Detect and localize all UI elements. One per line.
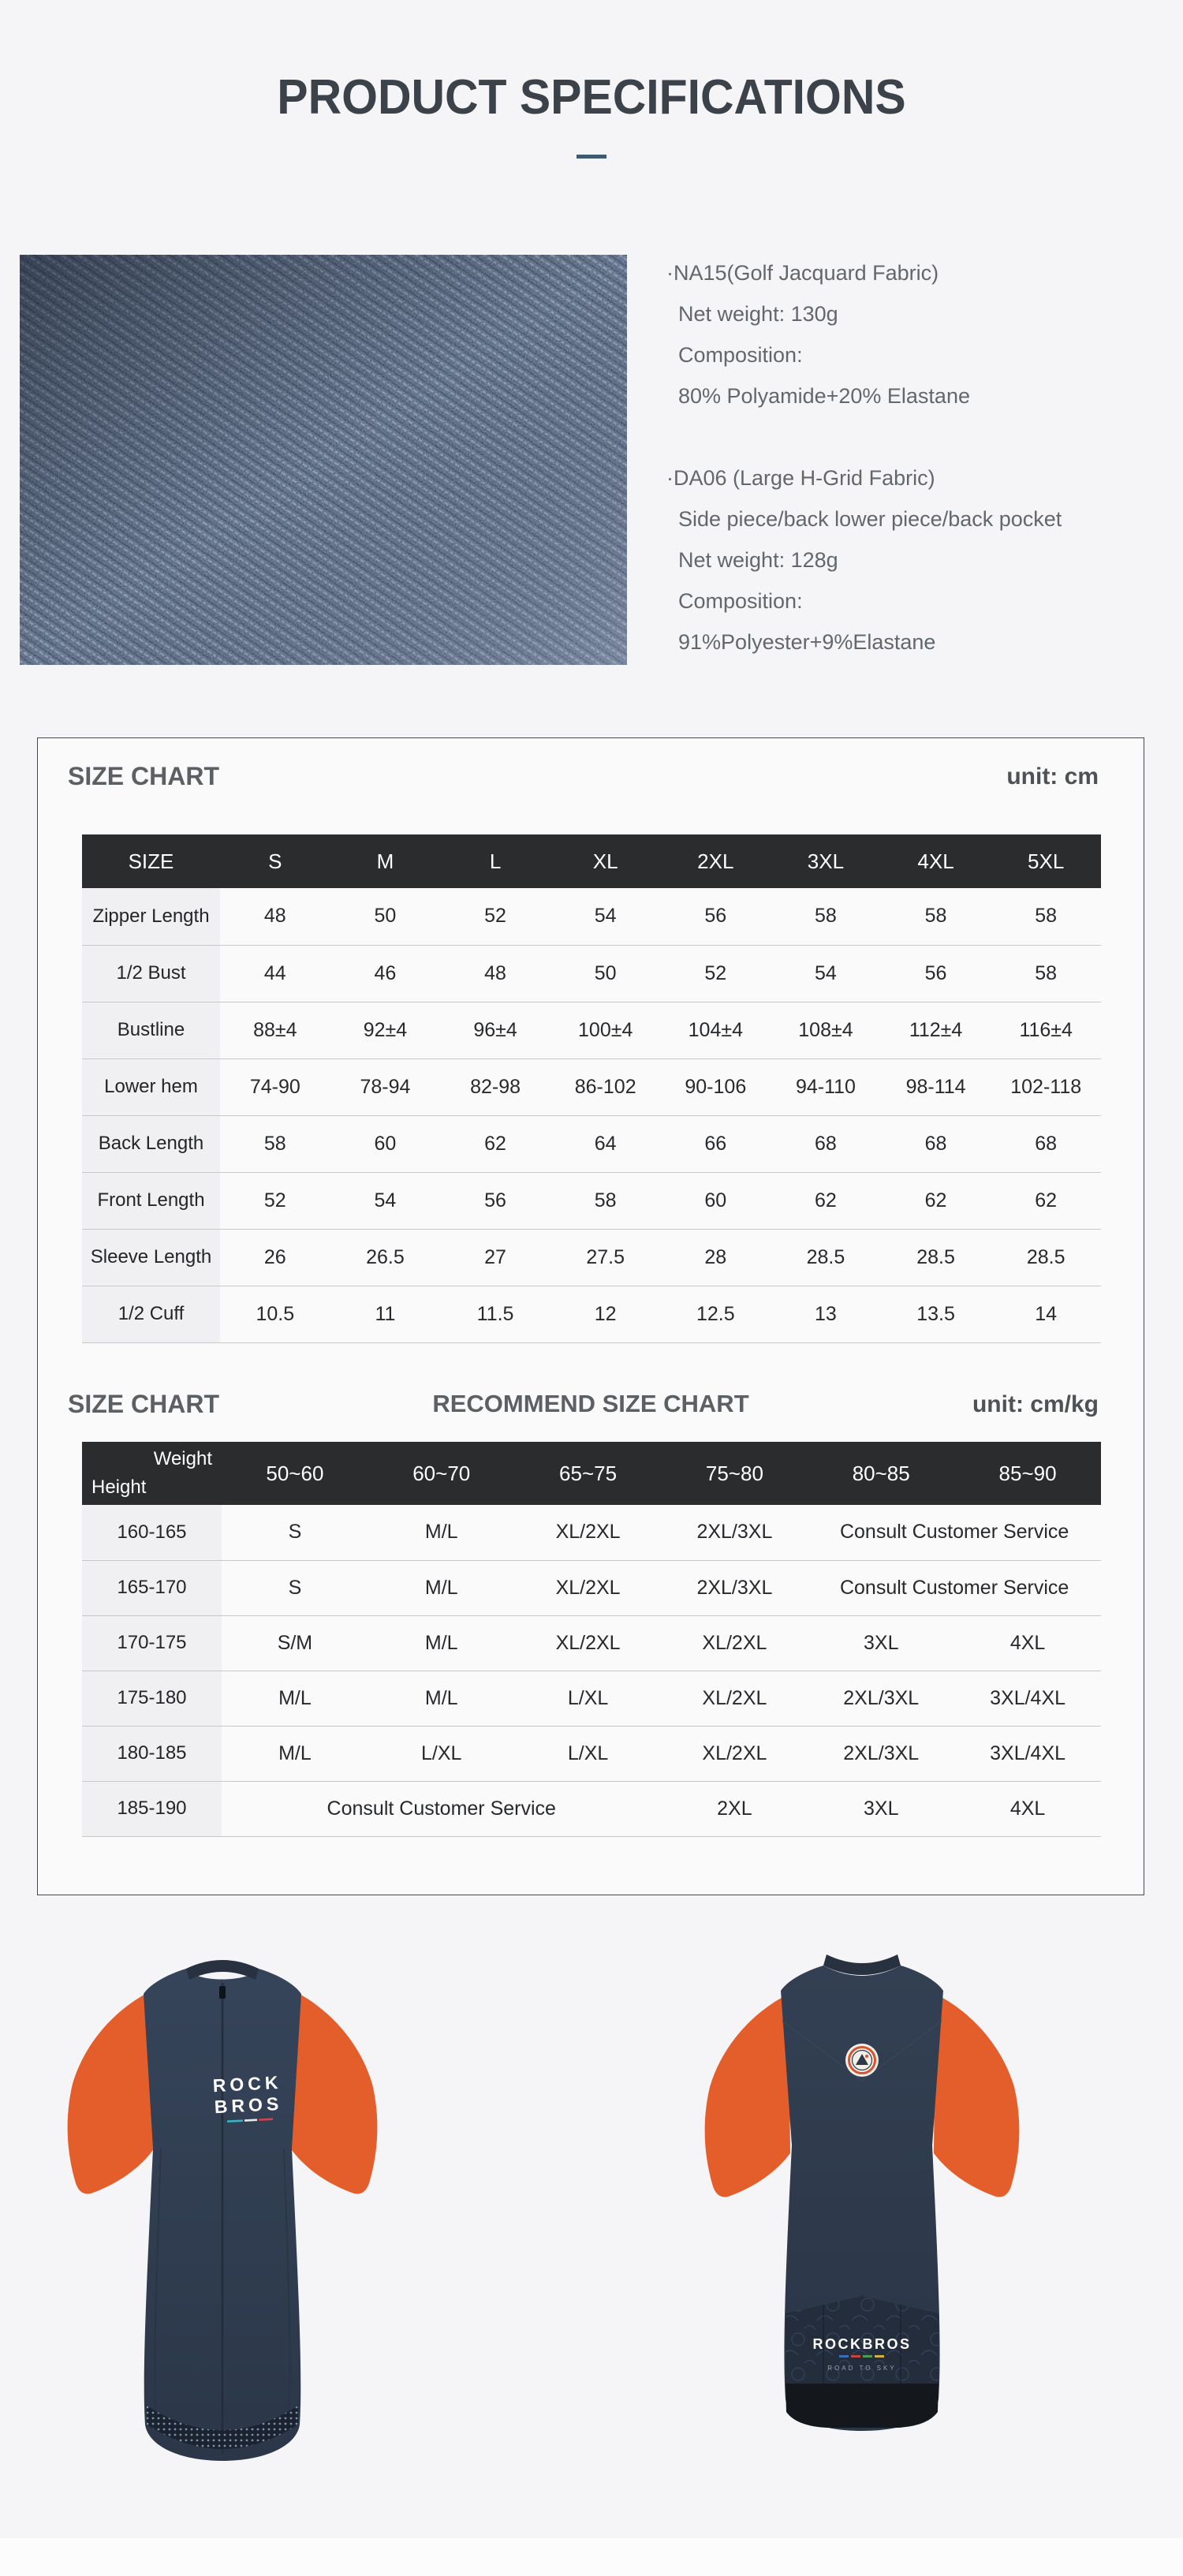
size-value-cell: 60 — [330, 1115, 441, 1172]
size-value-cell: 52 — [661, 945, 771, 1002]
size-value-cell: 62 — [991, 1172, 1101, 1229]
size-chart-header — [38, 762, 1144, 795]
recommend-header-row — [82, 1442, 1101, 1505]
size-value-cell: 48 — [440, 945, 550, 1002]
fabric-name: ·DA06 (Large H-Grid Fabric) — [666, 466, 935, 490]
size-value-cell: 116±4 — [991, 1002, 1101, 1058]
bottom-strip — [0, 2538, 1183, 2576]
fabric-closeup-image — [20, 255, 627, 665]
size-value-cell: 58 — [991, 888, 1101, 945]
front-logo-text-bros: BROS — [214, 2093, 283, 2118]
size-value-cell: 10.5 — [220, 1286, 330, 1342]
row-label: Back Length — [82, 1115, 220, 1172]
recommend-size-cell: S — [222, 1505, 368, 1560]
fabric-line: Composition: — [678, 589, 803, 613]
fabric-line: 80% Polyamide+20% Elastane — [678, 384, 970, 408]
recommend-size-cell: Consult Customer Service — [808, 1505, 1101, 1560]
recommend-size-cell: 4XL — [954, 1781, 1101, 1836]
size-value-cell: 108±4 — [771, 1002, 881, 1058]
table-row — [82, 1615, 1101, 1671]
recommend-size-cell: L/XL — [515, 1726, 662, 1781]
recommend-size-cell: S/M — [222, 1615, 368, 1671]
size-col-header: 5XL — [991, 834, 1101, 888]
size-value-cell: 28.5 — [881, 1229, 991, 1286]
weight-range-header: 85~90 — [954, 1442, 1101, 1505]
recommend-size-cell: 3XL — [808, 1615, 954, 1671]
fabric-name: ·NA15(Golf Jacquard Fabric) — [666, 261, 939, 285]
size-value-cell: 102-118 — [991, 1058, 1101, 1115]
table-row — [82, 1172, 1101, 1229]
recommend-size-cell: 3XL — [808, 1781, 954, 1836]
recommend-chart-title: RECOMMEND SIZE CHART — [432, 1390, 749, 1417]
table-row — [82, 1002, 1101, 1058]
recommend-size-cell: 4XL — [954, 1615, 1101, 1671]
recommend-chart-header — [38, 1390, 1144, 1423]
size-value-cell: 13.5 — [881, 1286, 991, 1342]
size-value-cell: 27.5 — [550, 1229, 661, 1286]
size-value-cell: 11.5 — [440, 1286, 550, 1342]
recommend-size-cell: XL/2XL — [515, 1505, 662, 1560]
fabric-group — [666, 457, 1171, 663]
size-value-cell: 26 — [220, 1229, 330, 1286]
fabric-texture-graphic — [20, 255, 627, 665]
size-corner-header: SIZE — [82, 834, 220, 888]
table-row — [82, 1726, 1101, 1781]
row-label: Front Length — [82, 1172, 220, 1229]
fabric-line: 91%Polyester+9%Elastane — [678, 630, 936, 654]
fabric-line: Side piece/back lower piece/back pocket — [678, 507, 1062, 531]
size-value-cell: 68 — [881, 1115, 991, 1172]
row-label: Sleeve Length — [82, 1229, 220, 1286]
height-range-label: 160-165 — [82, 1505, 222, 1560]
recommend-size-cell: XL/2XL — [661, 1615, 808, 1671]
size-col-header: 3XL — [771, 834, 881, 888]
recommend-size-cell: L/XL — [368, 1726, 515, 1781]
recommend-size-cell: M/L — [368, 1560, 515, 1615]
recommend-size-cell: 3XL/4XL — [954, 1726, 1101, 1781]
recommend-size-cell: M/L — [368, 1505, 515, 1560]
size-chart-table — [82, 834, 1101, 1343]
size-value-cell: 90-106 — [661, 1058, 771, 1115]
front-logo-text-rock: ROCK — [212, 2071, 283, 2096]
corner-weight-label: Weight — [153, 1448, 212, 1469]
corner-height-label: Height — [91, 1477, 147, 1498]
recommend-size-cell: XL/2XL — [661, 1671, 808, 1726]
recommend-size-cell: Consult Customer Service — [808, 1560, 1101, 1615]
size-value-cell: 52 — [220, 1172, 330, 1229]
table-row — [82, 1505, 1101, 1560]
row-label: Zipper Length — [82, 888, 220, 945]
size-value-cell: 46 — [330, 945, 441, 1002]
recommend-size-cell: L/XL — [515, 1671, 662, 1726]
fabric-group — [666, 252, 1171, 416]
size-value-cell: 11 — [330, 1286, 441, 1342]
back-right-sleeve — [934, 1994, 1019, 2197]
size-chart-heading: SIZE CHART — [68, 762, 219, 790]
back-logo-subtext: ROAD TO SKY — [827, 2365, 897, 2372]
size-value-cell: 62 — [440, 1115, 550, 1172]
weight-range-header: 50~60 — [222, 1442, 368, 1505]
size-value-cell: 96±4 — [440, 1002, 550, 1058]
size-value-cell: 60 — [661, 1172, 771, 1229]
jersey-back-image — [677, 1942, 1047, 2478]
recommend-chart-unit-label: unit: cm/kg — [972, 1391, 1099, 1417]
size-col-header: S — [220, 834, 330, 888]
size-value-cell: 54 — [771, 945, 881, 1002]
size-value-cell: 100±4 — [550, 1002, 661, 1058]
size-value-cell: 27 — [440, 1229, 550, 1286]
size-value-cell: 12 — [550, 1286, 661, 1342]
recommend-size-cell: XL/2XL — [515, 1615, 662, 1671]
page-title: PRODUCT SPECIFICATIONS — [277, 70, 906, 125]
weight-height-corner-cell — [82, 1442, 222, 1505]
size-value-cell: 64 — [550, 1115, 661, 1172]
size-value-cell: 88±4 — [220, 1002, 330, 1058]
row-label: Lower hem — [82, 1058, 220, 1115]
size-value-cell: 54 — [330, 1172, 441, 1229]
weight-range-header: 80~85 — [808, 1442, 954, 1505]
size-value-cell: 112±4 — [881, 1002, 991, 1058]
size-col-header: XL — [550, 834, 661, 888]
size-value-cell: 44 — [220, 945, 330, 1002]
size-value-cell: 56 — [881, 945, 991, 1002]
recommend-size-cell: 2XL/3XL — [661, 1505, 808, 1560]
front-left-sleeve — [68, 1991, 153, 2194]
table-row — [82, 1286, 1101, 1342]
fabric-line: Net weight: 130g — [678, 302, 838, 326]
size-value-cell: 28.5 — [991, 1229, 1101, 1286]
size-value-cell: 98-114 — [881, 1058, 991, 1115]
size-col-header: L — [440, 834, 550, 888]
size-value-cell: 14 — [991, 1286, 1101, 1342]
size-value-cell: 58 — [881, 888, 991, 945]
size-value-cell: 50 — [550, 945, 661, 1002]
size-value-cell: 94-110 — [771, 1058, 881, 1115]
height-range-label: 170-175 — [82, 1615, 222, 1671]
size-value-cell: 62 — [771, 1172, 881, 1229]
recommend-size-cell: XL/2XL — [661, 1726, 808, 1781]
recommend-size-cell: 3XL/4XL — [954, 1671, 1101, 1726]
size-value-cell: 82-98 — [440, 1058, 550, 1115]
fabric-line: Composition: — [678, 343, 803, 367]
size-value-cell: 104±4 — [661, 1002, 771, 1058]
recommend-size-cell: M/L — [368, 1671, 515, 1726]
size-value-cell: 48 — [220, 888, 330, 945]
size-value-cell: 56 — [440, 1172, 550, 1229]
table-row — [82, 1671, 1101, 1726]
size-col-header: M — [330, 834, 441, 888]
size-col-header: 2XL — [661, 834, 771, 888]
recommend-size-cell: S — [222, 1560, 368, 1615]
table-row — [82, 1115, 1101, 1172]
size-chart-unit-label: unit: cm — [1006, 763, 1099, 790]
title-underline-dash — [577, 155, 606, 159]
size-value-cell: 58 — [771, 888, 881, 945]
table-row — [82, 1058, 1101, 1115]
recommend-size-cell: 2XL/3XL — [661, 1560, 808, 1615]
size-value-cell: 54 — [550, 888, 661, 945]
height-range-label: 180-185 — [82, 1726, 222, 1781]
size-value-cell: 78-94 — [330, 1058, 441, 1115]
recommend-size-cell: Consult Customer Service — [222, 1781, 661, 1836]
fabric-line: Net weight: 128g — [678, 548, 838, 572]
size-value-cell: 50 — [330, 888, 441, 945]
size-chart-header-row — [82, 834, 1101, 888]
size-value-cell: 26.5 — [330, 1229, 441, 1286]
jersey-front-graphic — [41, 1942, 404, 2478]
recommend-size-chart-table — [82, 1442, 1101, 1837]
size-value-cell: 28 — [661, 1229, 771, 1286]
back-left-sleeve — [705, 1994, 790, 2197]
size-value-cell: 68 — [991, 1115, 1101, 1172]
recommend-size-cell: 2XL/3XL — [808, 1671, 954, 1726]
size-value-cell: 66 — [661, 1115, 771, 1172]
size-value-cell: 58 — [220, 1115, 330, 1172]
height-range-label: 185-190 — [82, 1781, 222, 1836]
jersey-back-graphic — [677, 1942, 1047, 2474]
size-value-cell: 12.5 — [661, 1286, 771, 1342]
back-logo-text: ROCKBROS — [812, 2336, 912, 2352]
jersey-front-image — [41, 1942, 404, 2482]
height-range-label: 175-180 — [82, 1671, 222, 1726]
weight-range-header: 60~70 — [368, 1442, 515, 1505]
size-value-cell: 13 — [771, 1286, 881, 1342]
size-value-cell: 28.5 — [771, 1229, 881, 1286]
size-value-cell: 52 — [440, 888, 550, 945]
table-row — [82, 888, 1101, 945]
size-value-cell: 74-90 — [220, 1058, 330, 1115]
table-row — [82, 1781, 1101, 1836]
recommend-size-cell: 2XL/3XL — [808, 1726, 954, 1781]
row-label: 1/2 Bust — [82, 945, 220, 1002]
recommend-size-cell: M/L — [222, 1726, 368, 1781]
size-value-cell: 58 — [991, 945, 1101, 1002]
size-value-cell: 56 — [661, 888, 771, 945]
height-range-label: 165-170 — [82, 1560, 222, 1615]
size-value-cell: 58 — [550, 1172, 661, 1229]
table-row — [82, 1560, 1101, 1615]
size-value-cell: 92±4 — [330, 1002, 441, 1058]
recommend-size-cell: M/L — [222, 1671, 368, 1726]
weight-range-header: 65~75 — [515, 1442, 662, 1505]
recommend-size-cell: M/L — [368, 1615, 515, 1671]
front-right-sleeve — [292, 1991, 377, 2194]
table-row — [82, 945, 1101, 1002]
recommend-size-cell: XL/2XL — [515, 1560, 662, 1615]
table-row — [82, 1229, 1101, 1286]
row-label: Bustline — [82, 1002, 220, 1058]
size-value-cell: 62 — [881, 1172, 991, 1229]
front-zipper-pull — [219, 1986, 226, 1999]
size-chart-panel — [37, 737, 1144, 1895]
row-label: 1/2 Cuff — [82, 1286, 220, 1342]
fabric-info — [666, 252, 1171, 704]
size-value-cell: 68 — [771, 1115, 881, 1172]
back-circle-logo — [845, 2044, 879, 2077]
back-hem-band — [786, 2384, 939, 2428]
recommend-chart-heading: SIZE CHART — [68, 1390, 219, 1418]
size-col-header: 4XL — [881, 834, 991, 888]
size-value-cell: 86-102 — [550, 1058, 661, 1115]
weight-range-header: 75~80 — [661, 1442, 808, 1505]
recommend-size-cell: 2XL — [661, 1781, 808, 1836]
